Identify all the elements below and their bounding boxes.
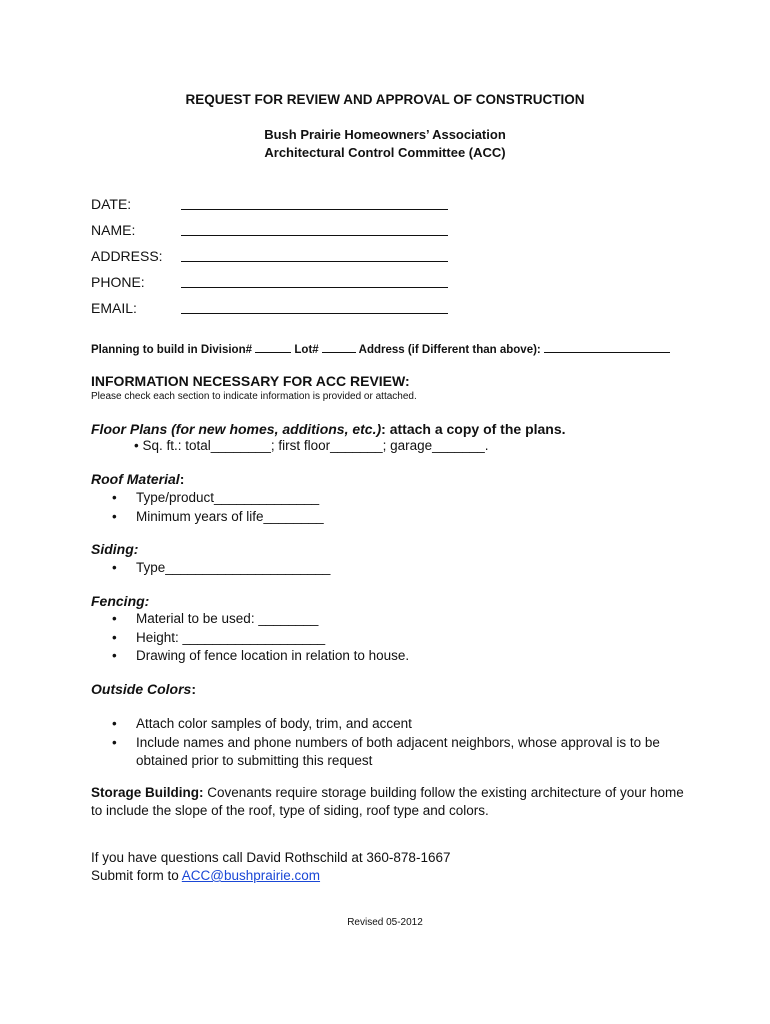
questions-line: If you have questions call David Rothschild at 360-878-1667 (91, 850, 451, 865)
fence-drawing-item: Drawing of fence location in relation to house. (136, 648, 410, 663)
fencing-list (108, 610, 409, 666)
committee-name: Architectural Control Committee (ACC) (264, 145, 506, 160)
info-note: Please check each section to indicate information is provided or attached. (91, 391, 417, 402)
siding-list (108, 559, 330, 578)
fence-height-item: Height: ___________________ (136, 629, 326, 645)
date-field (91, 196, 451, 214)
division-label: Planning to build in Division# (91, 344, 256, 356)
list-item (108, 715, 678, 734)
bullet-icon: • (112, 648, 117, 663)
colors-heading (91, 681, 196, 697)
list-item (108, 489, 324, 508)
acc-email-link[interactable]: ACC@bushprairie.com (181, 868, 321, 883)
bullet-icon: • (112, 734, 117, 750)
association-name: Bush Prairie Homeowners’ Association (264, 127, 506, 142)
siding-heading: Siding: (91, 541, 139, 557)
address-label: ADDRESS: (91, 248, 163, 264)
list-item (108, 629, 409, 648)
floor-plans-heading (91, 421, 566, 437)
storage-label: Storage Building: (91, 785, 204, 800)
email-field (91, 300, 451, 318)
address-field (91, 248, 451, 266)
bullet-icon: • (112, 508, 117, 524)
list-item (108, 734, 678, 771)
phone-field (91, 274, 451, 292)
info-heading: INFORMATION NECESSARY FOR ACC REVIEW: (91, 373, 410, 389)
roof-heading (91, 471, 184, 487)
submit-label: Submit form to (91, 868, 182, 883)
lot-label: Lot# (291, 344, 322, 356)
colors-colon: : (191, 681, 197, 697)
name-line[interactable] (181, 235, 448, 236)
phone-line[interactable] (181, 287, 448, 288)
bullet-icon: • (112, 560, 117, 575)
address-line[interactable] (181, 261, 448, 262)
bullet-icon: • (112, 611, 117, 626)
name-label: NAME: (91, 222, 136, 238)
roof-life-item: Minimum years of life________ (136, 508, 324, 524)
lot-blank[interactable] (322, 342, 356, 353)
fence-material-item: Material to be used: ________ (136, 611, 319, 626)
roof-type-item: Type/product______________ (136, 490, 320, 505)
name-field (91, 222, 451, 240)
colors-list (108, 715, 678, 771)
email-line[interactable] (181, 313, 448, 314)
form-title: REQUEST FOR REVIEW AND APPROVAL OF CONSTRUCTION (185, 92, 585, 107)
floor-plans-instruction: : attach a copy of the plans. (381, 421, 566, 437)
roof-title: Roof Material (91, 471, 180, 487)
storage-paragraph (91, 784, 691, 820)
list-item (108, 508, 324, 527)
phone-label: PHONE: (91, 274, 145, 290)
floor-plans-title: Floor Plans (for new homes, additions, etc.) (91, 421, 382, 437)
alt-address-blank[interactable] (544, 342, 670, 353)
list-item (108, 610, 409, 629)
bullet-icon: • (112, 490, 117, 505)
fencing-heading: Fencing: (91, 593, 150, 609)
storage-text: Covenants require storage building follow the existing architecture of your home to include the slope of the roof, type of siding, roof type and colors. (91, 785, 684, 818)
list-item (108, 647, 409, 666)
roof-colon: : (179, 471, 185, 487)
revised-date: Revised 05-2012 (347, 917, 423, 928)
date-label: DATE: (91, 196, 132, 212)
alt-address-label: Address (if Different than above): (355, 344, 544, 356)
color-samples-item: Attach color samples of body, trim, and accent (136, 716, 412, 731)
bullet-icon: • (112, 716, 117, 731)
siding-type-item: Type______________________ (136, 560, 331, 575)
list-item (108, 559, 330, 578)
neighbors-item: Include names and phone numbers of both adjacent neighbors, whose approval is to be obtained prior to submitting this request (136, 734, 660, 768)
date-line[interactable] (181, 209, 448, 210)
colors-title: Outside Colors (91, 681, 192, 697)
email-label: EMAIL: (91, 300, 137, 316)
submit-line (91, 867, 691, 885)
sq-ft-line: • Sq. ft.: total________; first floor_______; garage_______. (134, 438, 489, 453)
planning-line (91, 342, 670, 356)
roof-list (108, 489, 324, 526)
bullet-icon: • (112, 629, 117, 645)
division-blank[interactable] (255, 342, 291, 353)
